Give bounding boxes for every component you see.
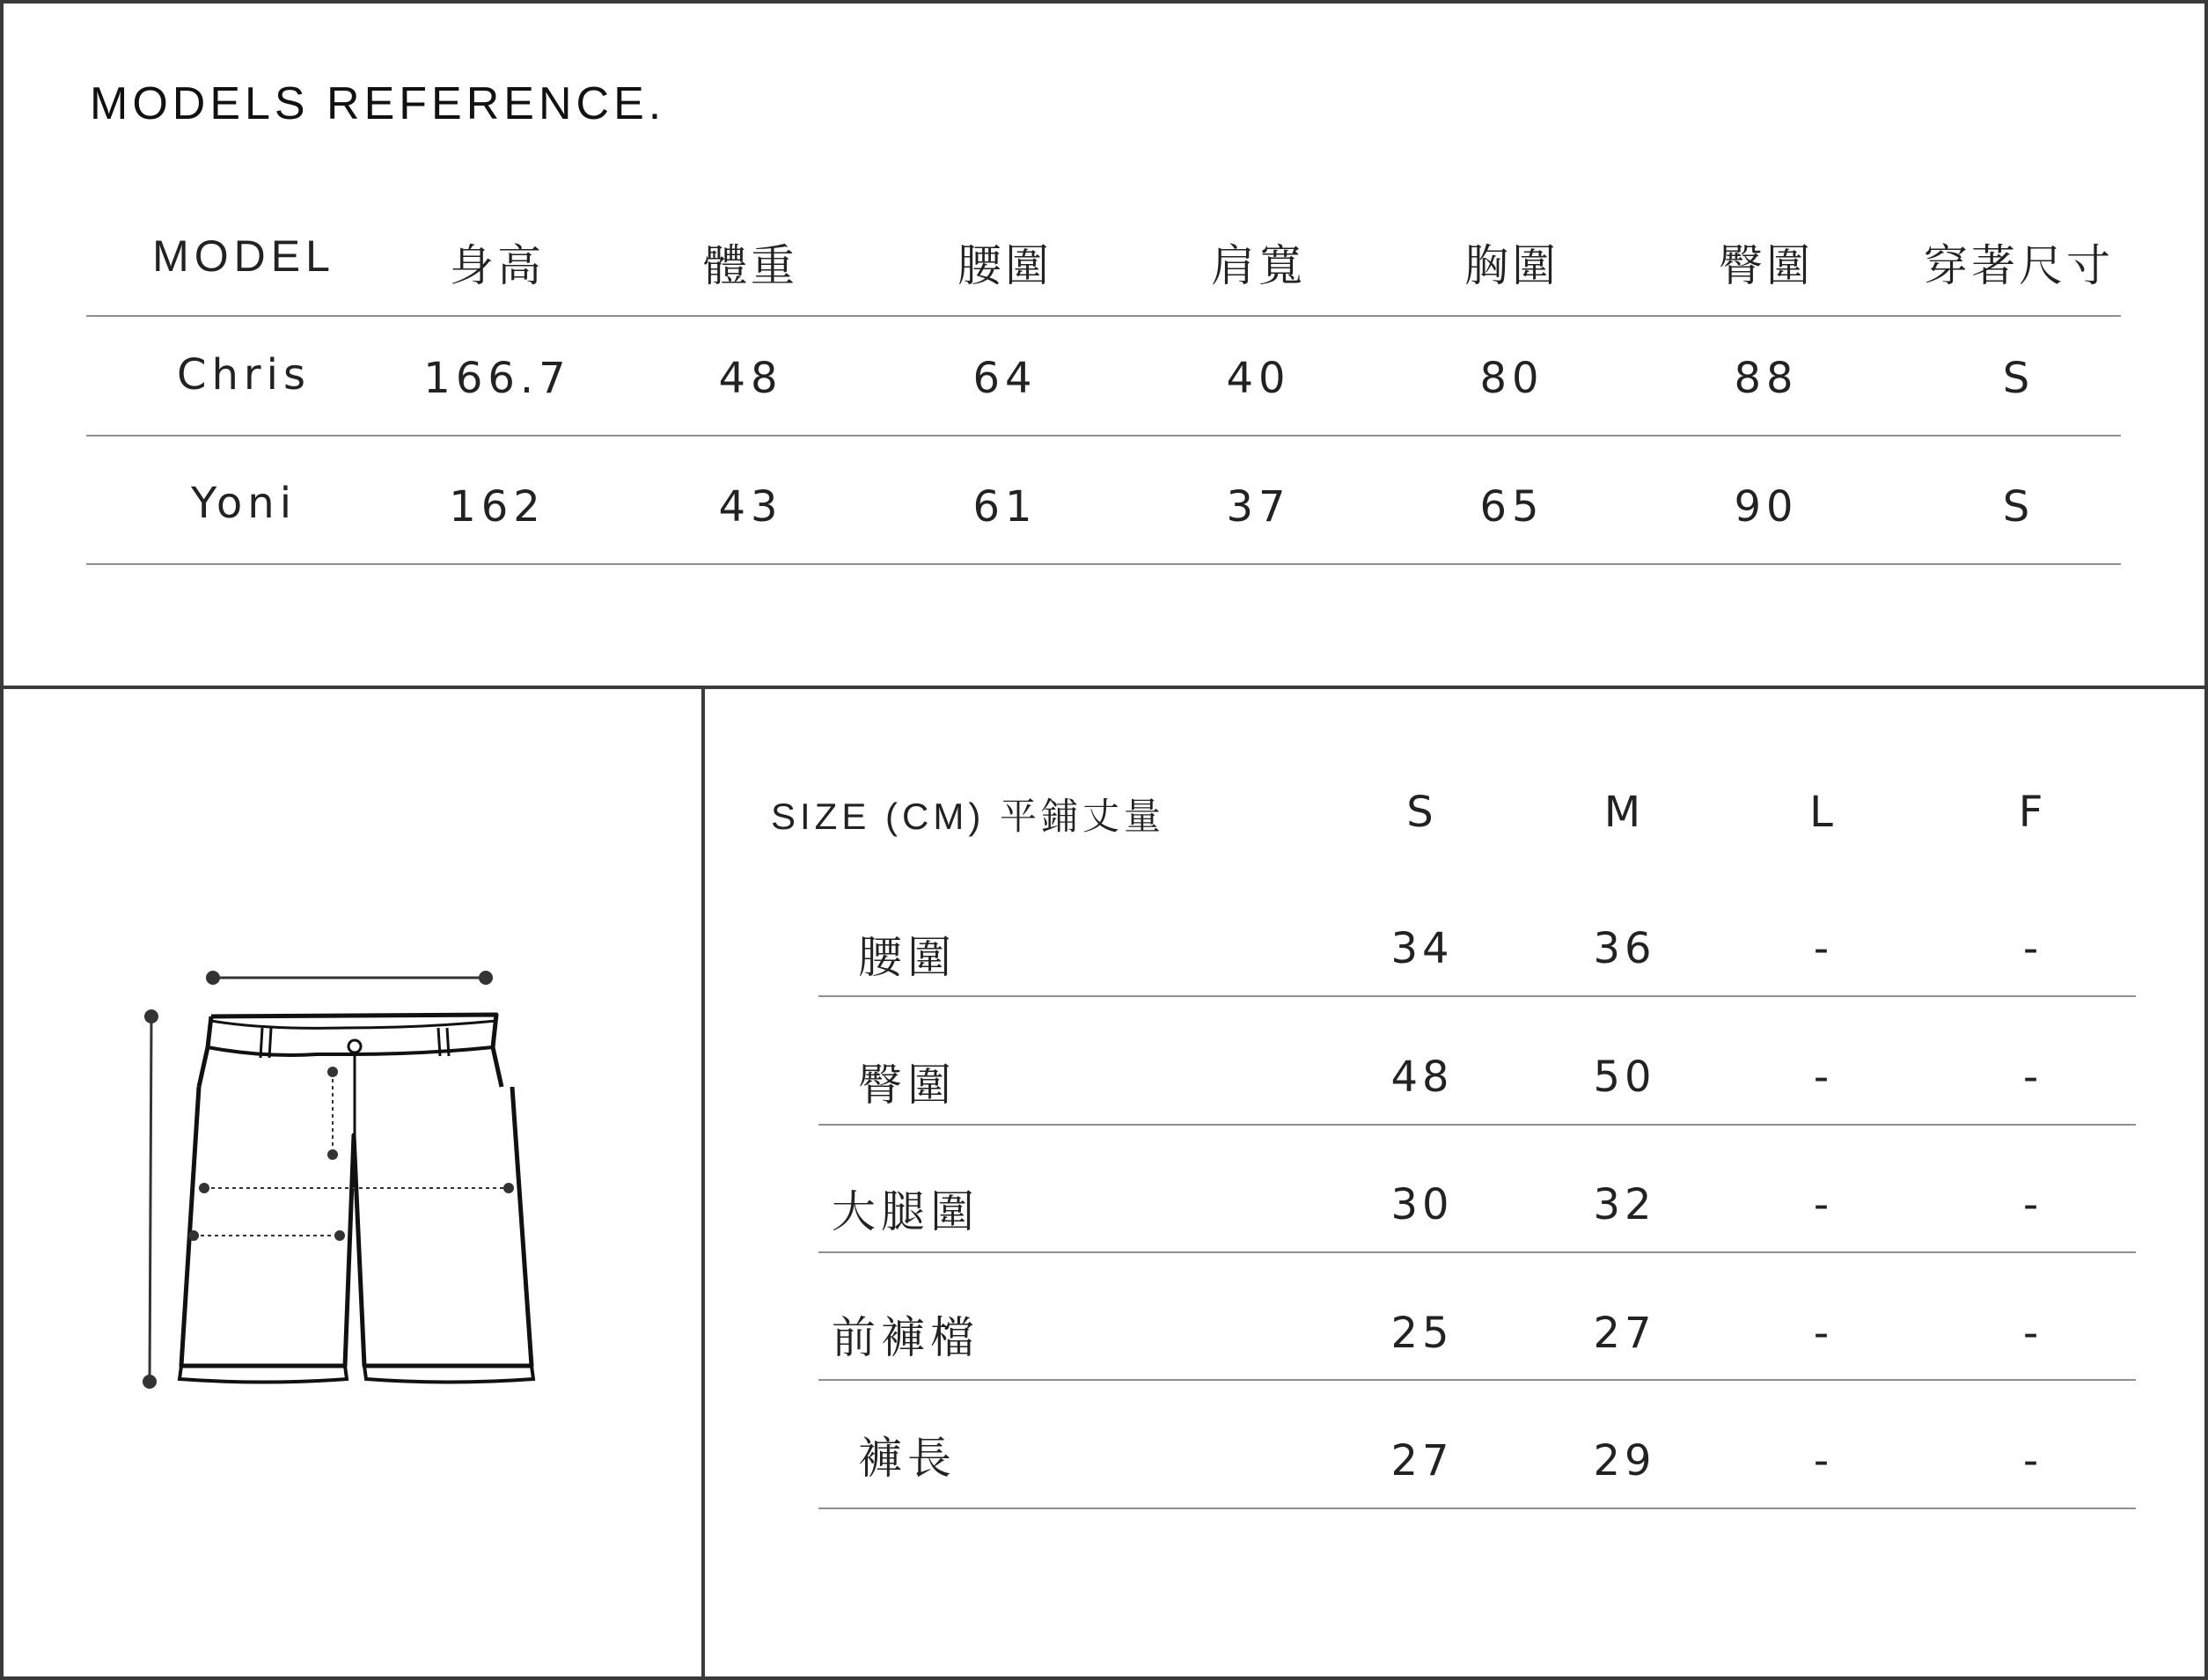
size-value: 25 [1390, 1309, 1454, 1358]
table-rule [86, 315, 2121, 317]
table-rule [818, 995, 2136, 997]
waist-value: 61 [972, 482, 1038, 532]
row-label-hip: 臀圍 [858, 1060, 957, 1111]
size-value: - [1813, 924, 1834, 973]
size-value: 36 [1593, 924, 1656, 973]
col-header-height: 身高 [450, 240, 545, 291]
size-col-s: S [1406, 788, 1438, 837]
weight-value: 43 [718, 482, 783, 532]
size-col-m: M [1603, 788, 1646, 837]
size-value: - [1813, 1053, 1834, 1102]
size-worn-value: S [2002, 482, 2036, 532]
height-value: 166.7 [423, 354, 571, 403]
size-value: 27 [1593, 1309, 1656, 1358]
size-value: - [2022, 924, 2043, 973]
section-divider-vertical [701, 687, 705, 1680]
shoulder-value: 40 [1226, 354, 1291, 403]
table-rule [818, 1379, 2136, 1381]
size-value: 30 [1390, 1180, 1454, 1229]
shorts-measurement-icon [132, 959, 554, 1417]
size-value: 29 [1593, 1436, 1656, 1486]
row-label-waist: 腰圍 [858, 932, 957, 983]
size-value: 32 [1593, 1180, 1656, 1229]
size-value: - [2022, 1053, 2043, 1102]
col-header-shoulder: 肩寬 [1211, 240, 1306, 291]
row-label-length: 褲長 [858, 1433, 957, 1484]
size-worn-value: S [2002, 354, 2036, 403]
hip-value: 90 [1734, 482, 1799, 532]
chest-value: 80 [1479, 354, 1544, 403]
size-col-f: F [2018, 788, 2048, 837]
size-value: 27 [1390, 1436, 1454, 1486]
col-header-weight: 體重 [703, 240, 798, 291]
col-header-hip: 臀圍 [1719, 240, 1814, 291]
size-value: - [2022, 1436, 2043, 1486]
model-name: Chris [176, 350, 311, 400]
size-chart-header: SIZE (CM) 平鋪丈量 [771, 796, 1165, 837]
shoulder-value: 37 [1226, 482, 1291, 532]
row-label-front-rise: 前褲檔 [832, 1312, 979, 1363]
col-header-waist: 腰圍 [957, 240, 1053, 291]
height-value: 162 [449, 482, 546, 532]
size-value: - [2022, 1180, 2043, 1229]
table-rule [818, 1124, 2136, 1126]
size-value: 34 [1390, 924, 1454, 973]
table-rule [86, 563, 2121, 565]
model-name: Yoni [190, 479, 297, 528]
size-col-l: L [1809, 788, 1838, 837]
size-value: - [2022, 1309, 2043, 1358]
section-divider-horizontal [0, 686, 2208, 689]
row-label-thigh: 大腿圍 [832, 1186, 979, 1237]
col-header-size-worn: 穿著尺寸 [1924, 240, 2114, 291]
table-rule [818, 1508, 2136, 1509]
size-value: - [1813, 1180, 1834, 1229]
waist-value: 64 [972, 354, 1038, 403]
size-value: - [1813, 1309, 1834, 1358]
size-value: 48 [1390, 1053, 1454, 1102]
models-reference-title: MODELS REFERENCE. [90, 78, 666, 129]
chest-value: 65 [1479, 482, 1544, 532]
table-rule [818, 1251, 2136, 1253]
col-header-model: MODEL [152, 231, 335, 281]
table-rule [86, 435, 2121, 437]
col-header-chest: 胸圍 [1464, 240, 1559, 291]
hip-value: 88 [1734, 354, 1799, 403]
size-value: 50 [1593, 1053, 1656, 1102]
size-value: - [1813, 1436, 1834, 1486]
weight-value: 48 [718, 354, 783, 403]
